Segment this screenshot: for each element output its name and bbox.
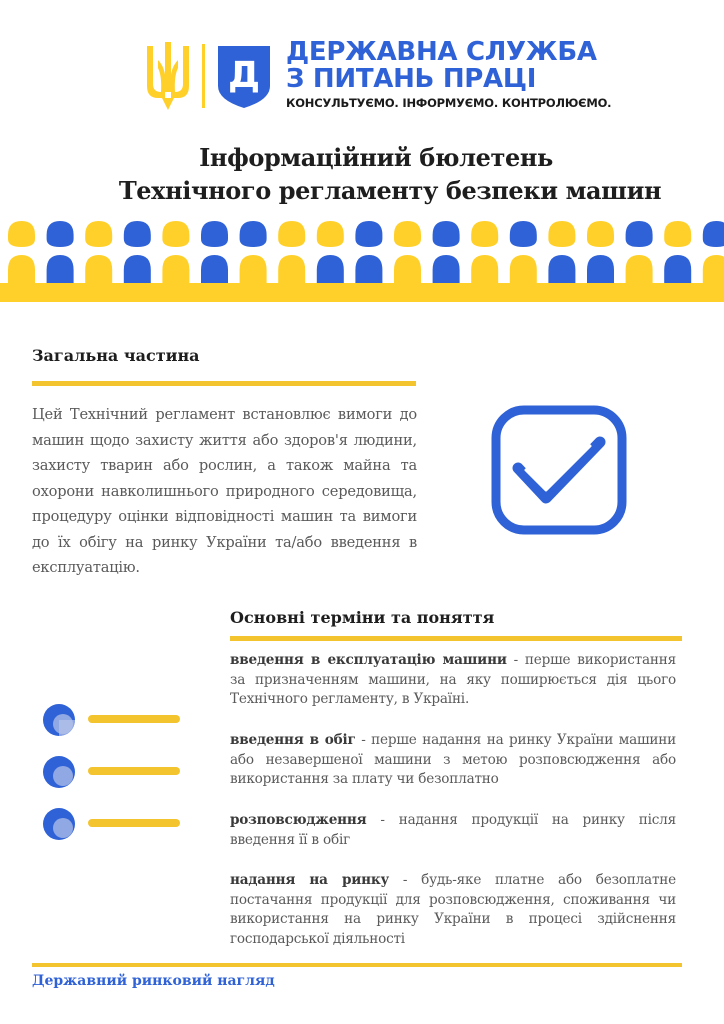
ornament-shape <box>85 255 112 283</box>
term-item <box>230 871 676 949</box>
ornament-shape <box>240 221 267 247</box>
term-definition: - будь-яке платне або безоплатне постачання продукції для розповсюдження, споживання чи використання на ринку України в процесі здійснення господарської діяльності <box>230 872 676 947</box>
ornament-shape <box>317 255 344 283</box>
org-name-line1: ДЕРЖАВНА СЛУЖБА <box>286 37 597 67</box>
logo-divider <box>202 44 205 108</box>
ornament-shape <box>0 283 724 302</box>
term-item <box>230 811 676 850</box>
ornament-shape <box>548 255 575 283</box>
ornament-shape <box>703 221 724 247</box>
ornament-shape <box>703 255 724 283</box>
term-name: розповсюдження <box>230 812 367 828</box>
ornament-shape <box>510 255 537 283</box>
org-name-line2: З ПИТАНЬ ПРАЦІ <box>286 64 537 94</box>
ornament-shape <box>124 255 151 283</box>
ornament-shape <box>317 221 344 247</box>
term-name: введення в експлуатацію машини <box>230 652 507 668</box>
ornament-shape <box>85 221 112 247</box>
term-definition: - перше надання на ринку України машини або незавершеної машини з метою розповсюдження або використання за плату чи безоплатно <box>230 732 676 787</box>
section-heading-terms: Основні терміни та поняття <box>230 608 495 627</box>
section-divider <box>32 381 416 386</box>
term-item <box>230 731 676 790</box>
ornament-shape <box>201 221 228 247</box>
ornament-shape <box>587 255 614 283</box>
ornament-shape <box>47 255 74 283</box>
ornament-shape <box>355 255 382 283</box>
bullet-bar <box>88 715 180 723</box>
ornament-shape <box>664 221 691 247</box>
page-title-line1: Інформаційний бюлетень <box>199 143 553 172</box>
ornament-shape <box>278 221 305 247</box>
term-name: введення в обіг <box>230 732 356 748</box>
bullet-bar <box>88 819 180 827</box>
ornament-shape <box>278 255 305 283</box>
badge-letter: Д <box>227 55 261 96</box>
ornament-shape <box>47 221 74 247</box>
term-definition: - надання продукції на ринку після введення її в обіг <box>230 812 676 848</box>
ornament-shape <box>510 221 537 247</box>
bullet-dot-icon <box>42 755 76 789</box>
ornament-shape <box>587 221 614 247</box>
ornament-shape <box>162 255 189 283</box>
org-logo-badge <box>212 42 276 110</box>
ornament-shape <box>626 255 653 283</box>
ornament-shape <box>433 221 460 247</box>
term-name: надання на ринку <box>230 872 390 888</box>
bullet-bar <box>88 767 180 775</box>
ornament-shape <box>8 221 35 247</box>
org-tagline: КОНСУЛЬТУЄМО. ІНФОРМУЄМО. КОНТРОЛЮЄМО. <box>286 96 612 110</box>
ornament-shape <box>433 255 460 283</box>
ornament-shape <box>162 221 189 247</box>
page-title-line2: Технічного регламенту безпеки машин <box>118 176 662 205</box>
decorative-ornament-band <box>0 215 724 305</box>
ornament-shape <box>626 221 653 247</box>
ornament-shape <box>664 255 691 283</box>
bullet-dot-icon <box>42 807 76 841</box>
ornament-shape <box>548 221 575 247</box>
ornament-shape <box>124 221 151 247</box>
ornament-shape <box>355 221 382 247</box>
checkmark-icon <box>490 404 628 536</box>
general-paragraph: Цей Технічний регламент встановлює вимоги до машин щодо захисту життя або здоров'я людини, захисту тварин або рослин, а також майна та охорони навколишнього природного середовища, процедуру оцінки відповідності машин та вимоги до їх обігу на ринку України та/або введення в експлуатацію. <box>32 406 417 576</box>
section-divider <box>230 636 682 641</box>
term-item <box>230 651 676 710</box>
ornament-shape <box>471 255 498 283</box>
ornament-shape <box>240 255 267 283</box>
ornament-shape <box>394 221 421 247</box>
footer-divider <box>32 963 682 967</box>
footer-label: Державний ринковий нагляд <box>32 973 275 989</box>
tryzub-icon <box>144 40 192 112</box>
section-heading-general: Загальна частина <box>32 346 200 365</box>
ornament-shape <box>201 255 228 283</box>
ornament-shape <box>8 255 35 283</box>
ornament-shape <box>394 255 421 283</box>
term-definition: - перше використання за призначенням машини, на яку поширюється дія цього Технічного регламенту, в Україні. <box>230 652 676 707</box>
ornament-shape <box>471 221 498 247</box>
bullet-dot-icon <box>42 703 76 737</box>
